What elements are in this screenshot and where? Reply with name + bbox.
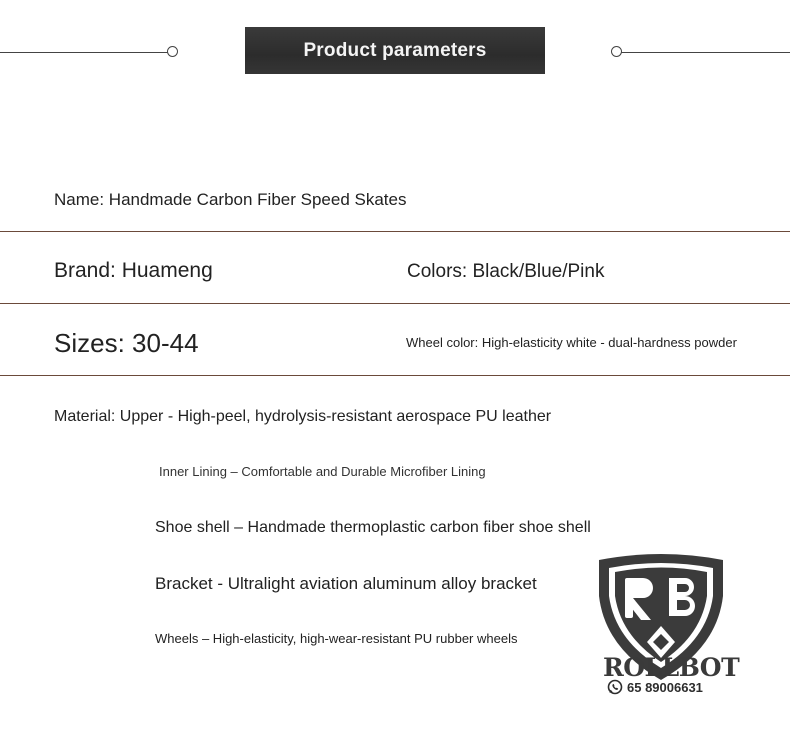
header-left-circle <box>167 46 178 57</box>
param-shoe-shell: Shoe shell – Handmade thermoplastic carbon fiber shoe shell <box>155 519 591 536</box>
divider-2 <box>0 303 790 304</box>
header-right-line <box>621 52 790 53</box>
page-title-text: Product parameters <box>303 39 487 61</box>
param-name: Name: Handmade Carbon Fiber Speed Skates <box>54 190 407 209</box>
param-brand: Brand: Huameng <box>54 259 213 282</box>
logo-wordmark: ROLLBOT <box>603 653 740 682</box>
param-sizes: Sizes: 30-44 <box>54 328 199 358</box>
logo-phone-number: 65 89006631 <box>627 679 703 695</box>
param-inner-lining: Inner Lining – Comfortable and Durable Microfiber Lining <box>159 464 486 479</box>
whatsapp-icon <box>607 679 623 695</box>
page-title <box>245 27 545 74</box>
param-wheels: Wheels – High-elasticity, high-wear-resistant PU rubber wheels <box>155 631 518 646</box>
param-colors: Colors: Black/Blue/Pink <box>407 261 605 282</box>
divider-3 <box>0 375 790 376</box>
divider-1 <box>0 231 790 232</box>
header-left-line <box>0 52 168 53</box>
param-wheel-color: Wheel color: High-elasticity white - dual-hardness powder <box>406 335 737 350</box>
logo-phone-row <box>607 679 703 695</box>
param-material: Material: Upper - High-peel, hydrolysis-resistant aerospace PU leather <box>54 408 552 425</box>
param-bracket: Bracket - Ultralight aviation aluminum alloy bracket <box>155 574 537 593</box>
